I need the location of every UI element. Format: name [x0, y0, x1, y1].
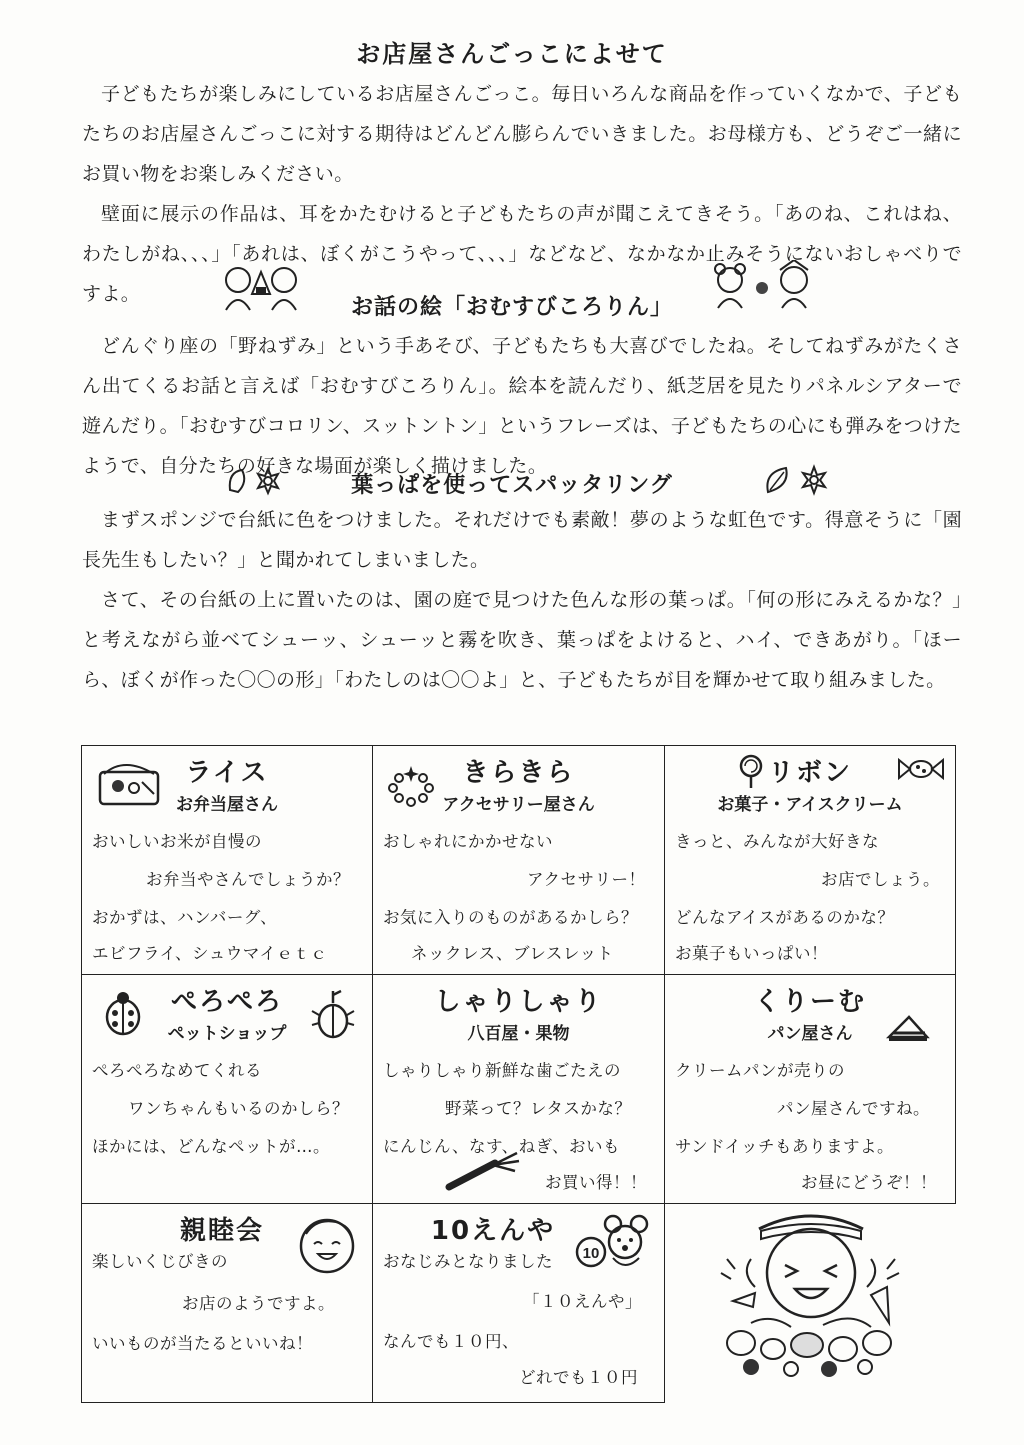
section-heading-omusubi: お話の絵「おむすびころりん」 — [350, 295, 673, 320]
shop-card-kirakira — [372, 745, 665, 975]
green-onion-icon — [443, 1151, 523, 1191]
shop-line: 楽しいくじびきの — [92, 1252, 228, 1271]
mouse-icon — [573, 1208, 659, 1274]
shop-line: ワンちゃんもいるのかしら？ — [128, 1099, 349, 1118]
coin-badge-text: 10 — [582, 1245, 600, 1262]
spattering-paragraph-1: まずスポンジで台紙に色をつけました。それだけでも素敵！夢のような虹色です。得意そうに「園長先生もしたい？」と聞かれてしまいました。 — [82, 509, 962, 571]
shop-title: 親睦会 — [179, 1216, 264, 1246]
shop-line: 野菜って？レタスかな？ — [445, 1099, 632, 1118]
shop-line: おいしいお米が自慢の — [92, 832, 262, 851]
shop-line: パン屋さんですね。 — [777, 1099, 930, 1118]
shop-title: くりーむ — [753, 987, 866, 1017]
intro-paragraph-2: 壁面に展示の作品は、耳をかたむけると子どもたちの声が聞こえてきそう。「あのね、これはね、わたしがね、、、」「あれは、ぼくがこうやって、、、」などなど、なかなか止みそうにないおしゃべりですよ。 — [82, 203, 962, 305]
shop-subtitle: お弁当屋さん — [176, 795, 278, 815]
shop-card-rice — [81, 745, 373, 975]
mouse-and-grandpa-icon — [708, 260, 824, 310]
shop-line: ネックレス、ブレスレット — [411, 944, 614, 963]
shop-line: ぺろぺろなめてくれる — [92, 1061, 262, 1080]
shop-title: しゃりしゃり — [434, 987, 603, 1017]
shop-line: なんでも１０円、 — [383, 1332, 519, 1351]
shop-line: お昼にどうぞ！！ — [801, 1173, 937, 1192]
shop-line: ほかには、どんなペットが…。 — [92, 1137, 330, 1156]
leaf-and-flower-icon — [762, 464, 832, 496]
shop-card-kuriimu — [664, 974, 956, 1204]
page-title: お店屋さんごっこによせて — [356, 40, 668, 68]
shop-line: アクセサリー！ — [527, 870, 646, 889]
shop-subtitle: パン屋さん — [767, 1024, 853, 1044]
shop-line: きっと、みんなが大好きな — [675, 832, 879, 851]
shop-subtitle: お菓子・アイスクリーム — [717, 795, 903, 815]
shop-subtitle: 八百屋・果物 — [467, 1024, 570, 1044]
shop-line: いいものが当たるといいね！ — [92, 1334, 313, 1353]
shop-line: お買い得！！ — [545, 1173, 647, 1192]
shop-card-ribbon — [664, 745, 956, 975]
shop-line: サンドイッチもありますよ。 — [675, 1137, 895, 1156]
shop-line: お菓子もいっぱい！ — [675, 944, 828, 963]
spattering-paragraph-2: さて、その台紙の上に置いたのは、園の庭で見つけた色んな形の葉っぱ。「何の形にみえるかな？」と考えながら並べてシューッ、シューッと霧を吹き、葉っぱをよけると、ハイ、できあがり。「ほーら、ぼくが作った〇〇の形」「わたしのは〇〇よ」と、子どもたちが目を輝かせて取り組みました。 — [82, 589, 962, 691]
shop-line: お弁当やさんでしょうか？ — [146, 870, 350, 889]
shop-title: きらきら — [462, 758, 575, 788]
shop-line: お気に入りのものがあるかしら？ — [383, 908, 638, 927]
shop-card-sharishari — [372, 974, 665, 1204]
shop-title: リボン — [767, 758, 852, 788]
shop-line: にんじん、なす、ねぎ、おいも — [383, 1137, 621, 1156]
shop-line: お店のようですよ。 — [182, 1294, 335, 1313]
shop-line: 「１０えんや」 — [523, 1292, 642, 1311]
shop-card-10enya — [372, 1203, 665, 1403]
omusubi-paragraph: どんぐり座の「野ねずみ」という手あそび、子どもたちも大喜びでしたね。そしてねずみがたくさん出てくるお話と言えば「おむすびころりん」。絵本を読んだり、紙芝居を見たりパネルシアターで遊んだり。「おむすびコロリン、スットントン」というフレーズは、子どもたちの心にも弾みをつけたようで、自分たちの好きな場面が楽しく描けました。 — [82, 335, 962, 477]
shop-subtitle: ペットショップ — [167, 1024, 287, 1044]
intro-paragraph-1: 子どもたちが楽しみにしているお店屋さんごっこ。毎日いろんな商品を作っていくなかで、子どもたちのお店屋さんごっこに対する期待はどんどん膨らんでいきました。お母様方も、どうぞご一緒にお買い物をお楽しみください。 — [82, 83, 962, 185]
shop-line: おかずは、ハンバーグ、 — [92, 908, 278, 927]
shop-line: クリームパンが売りの — [675, 1061, 845, 1080]
shop-subtitle: アクセサリー屋さん — [442, 795, 595, 815]
shop-title: ぺろぺろ — [170, 987, 283, 1017]
shop-line: しゃりしゃり新鮮な歯ごたえの — [383, 1061, 621, 1080]
shop-line: おなじみとなりました — [383, 1252, 553, 1271]
section-heading-spattering: 葉っぱを使ってスパッタリング — [351, 473, 673, 498]
shop-line: お店でしょう。 — [821, 870, 940, 889]
shop-title: ライス — [185, 758, 269, 788]
shop-title: 10えんや — [430, 1216, 556, 1246]
child-with-vegetables-illustration — [711, 1203, 911, 1383]
shop-line: どれでも１０円 — [519, 1368, 638, 1387]
shop-card-peropero — [81, 974, 373, 1204]
shop-line: おしゃれにかかせない — [383, 832, 553, 851]
shop-line: エビフライ、シュウマイｅｔｃ — [92, 944, 328, 963]
shop-line: どんなアイスがあるのかな？ — [675, 908, 895, 927]
shop-card-shinbokukai — [81, 1203, 373, 1403]
